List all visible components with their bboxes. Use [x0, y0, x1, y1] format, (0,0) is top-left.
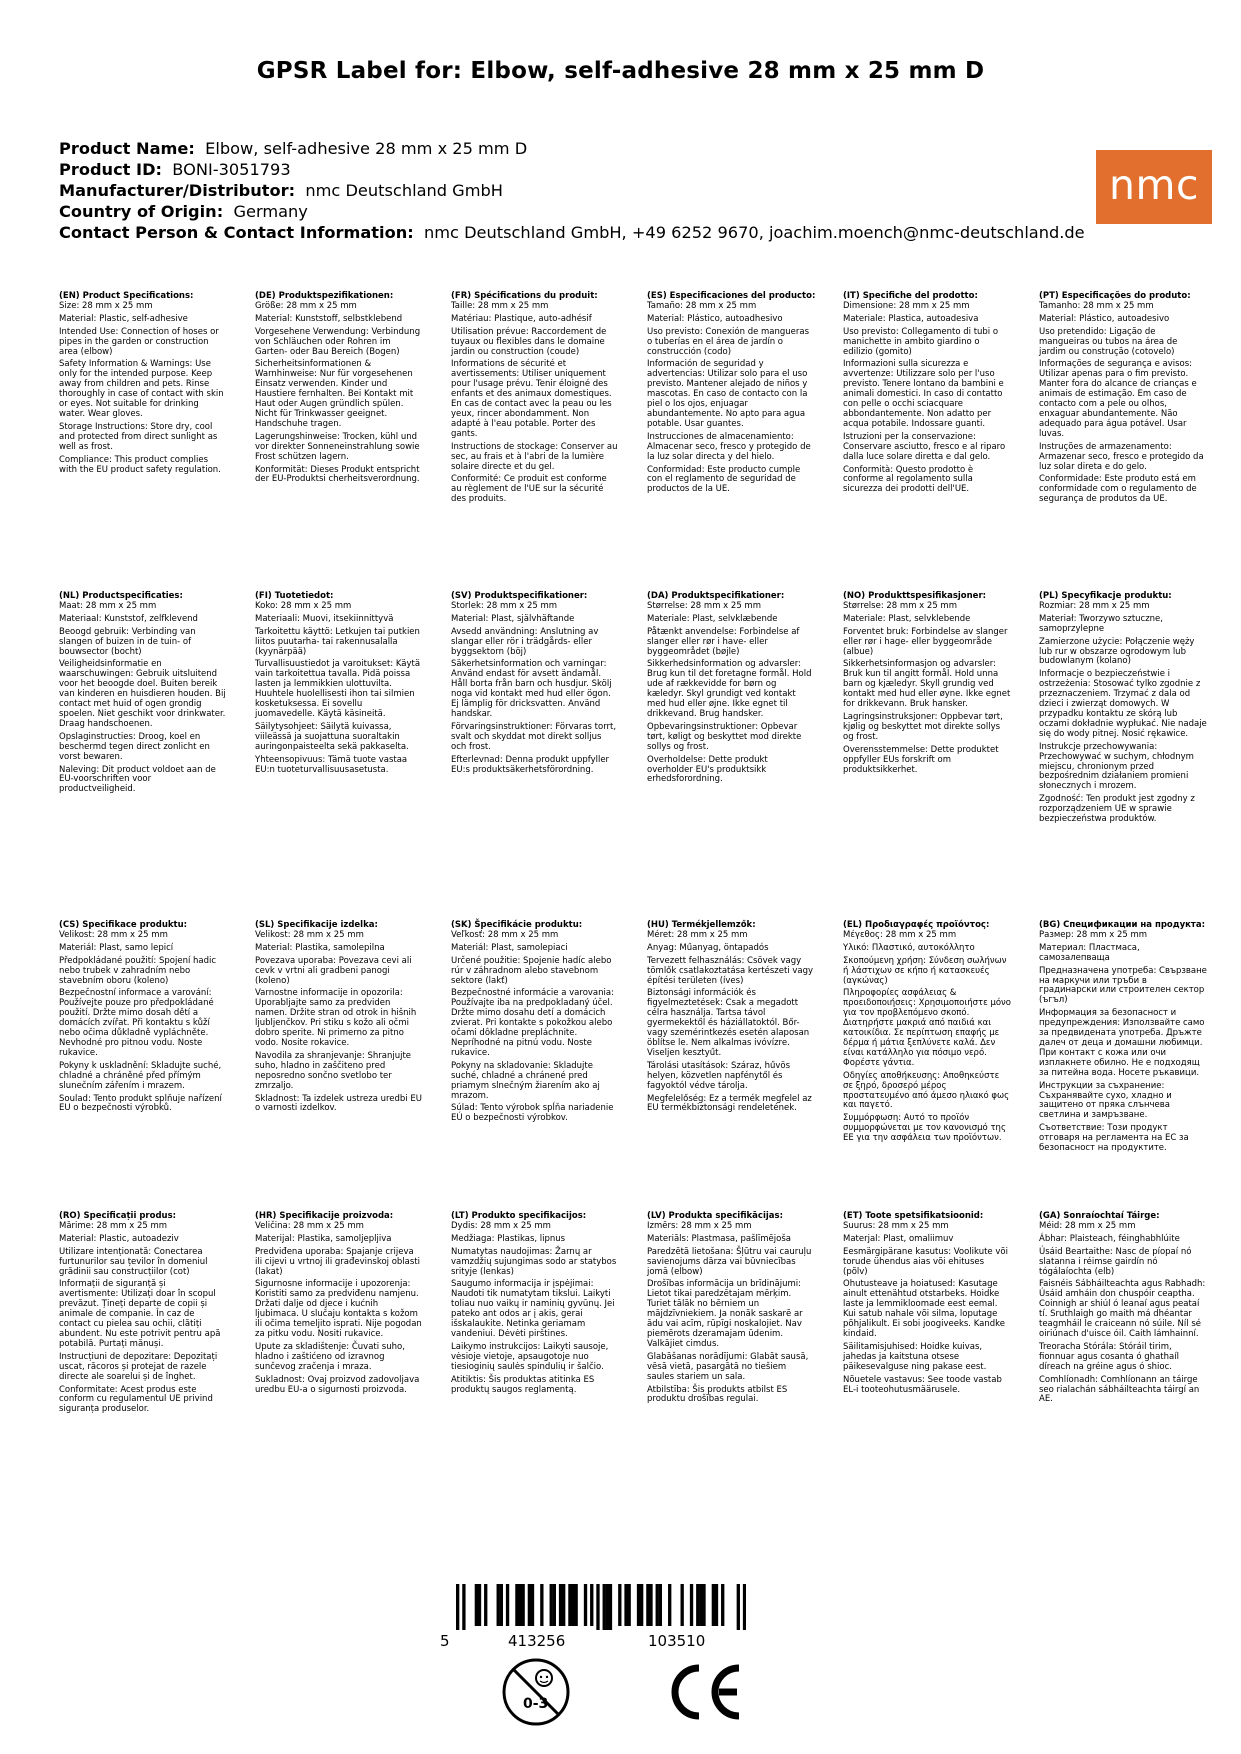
barcode-bar	[497, 1584, 500, 1626]
product-id-label: Product ID:	[59, 160, 162, 179]
spec-section	[59, 921, 227, 1117]
spec-heading: (SL) Specifikacije izdelka:	[255, 920, 378, 930]
manufacturer-label: Manufacturer/Distributor:	[59, 181, 296, 200]
spec-paragraph: Faisnéis Sábháilteachta agus Rabhadh: Úsáid amháin don chuspóir ceaptha. Coinnigh ar shiúl ó leanaí agus peataí tí. Sruthlaigh go maith má dhéantar teagmháil le craiceann nó súile. Níl sé oiriúnach d'uisce óil. Caith lámhainní.	[1039, 1279, 1206, 1339]
age-range-text: 0-3	[523, 1696, 549, 1712]
spec-paragraph: Uso previsto: Conexión de mangueras o tuberías en el área de jardín o construcción (codo)	[647, 326, 810, 357]
barcode-bar	[456, 1584, 459, 1630]
barcode-bar	[609, 1584, 612, 1630]
spec-paragraph: Conformità: Questo prodotto è conforme al regolamento sulla sicurezza dei prodotti dell'UE.	[843, 464, 974, 495]
spec-paragraph: Material: Plástico, autoadhesivo	[647, 313, 783, 324]
spec-heading: (SV) Produktspecifikationer:	[451, 591, 588, 601]
spec-paragraph: Pokyny k uskladnění: Skladujte suché, chladné a chráněné před přímým slunečním zářením i mrazem.	[59, 1060, 222, 1091]
barcode-bar	[462, 1584, 465, 1630]
spec-paragraph: Koko: 28 mm x 25 mm	[255, 600, 352, 611]
barcode-bar	[640, 1584, 643, 1626]
barcode-bar	[571, 1584, 574, 1626]
contact-row	[59, 222, 1119, 243]
spec-paragraph: Sigurnosne informacije i upozorenja: Koristiti samo za predviđenu namjenu. Držati dalje od djece i kućnih ljubimaca. U slučaju kontakta s kožom ili očima temeljito isprati. Nije pogodan za pitku vodu. Nositi rukavice.	[255, 1279, 422, 1339]
spec-paragraph: Συμμόρφωση: Αυτό το προϊόν συμμορφώνεται με τον κανονισμό της ΕΕ για την ασφάλεια των προϊόντων.	[843, 1113, 1006, 1144]
spec-heading: (CS) Specifikace produktu:	[59, 920, 188, 930]
barcode-bar	[590, 1584, 593, 1626]
spec-paragraph: Atitiktis: Šis produktas atitinka ES produktų saugos reglamentą.	[451, 1374, 595, 1395]
barcode-bar	[559, 1584, 562, 1626]
spec-paragraph: Materiál: Plast, samo lepicí	[59, 942, 174, 953]
spec-paragraph: Soulad: Tento produkt splňuje nařízení EU o bezpečnosti výrobků.	[59, 1093, 222, 1114]
spec-paragraph: Lagringsinstruksjoner: Oppbevar tørt, kjølig og beskyttet mot direkte sollys og frost.	[843, 711, 1003, 742]
spec-paragraph: Material: Plastic, self-adhesive	[59, 313, 188, 324]
barcode-bar	[696, 1584, 699, 1626]
spec-paragraph: Turvallisuustiedot ja varoitukset: Käytä vain tarkoitettua tavalla. Pidä poissa lasten ja lemmikkien ulottuvilta. Huuhtele huolellisesti ihon tai silmien kosketuksessa. Ei sovellu juomavedelle. Käytä käsineitä.	[255, 659, 421, 719]
product-id-row	[59, 159, 1119, 180]
spec-paragraph: Información de seguridad y advertencias: Utilizar solo para el uso previsto. Mantener alejado de niños y mascotas. En caso de contacto con la piel o los ojos, enjuagar abundantemente. No apto para agua potable. Usar guantes.	[647, 359, 808, 429]
spec-paragraph: Povezava uporaba: Povezava cevi ali cevk v vrtni ali gradbeni panogi (koleno)	[255, 955, 412, 986]
spec-heading: (DA) Produktspecifikationer:	[647, 591, 785, 601]
spec-section	[451, 921, 619, 1127]
barcode-group-2: 103510	[648, 1632, 706, 1650]
spec-paragraph: Material: Plastika, samolepilna	[255, 942, 385, 953]
spec-paragraph: Πληροφορίες ασφάλειας & προειδοποιήσεις: Χρησιμοποιήστε μόνο για τον προβλεπόμενο σκοπό. Διατηρήστε μακριά από παιδιά και κατοικίδια. Σε περίπτωση επαφής με δέρμα ή μάτια ξεπλύνετε καλά. Δεν είναι κατάλληλο για πόσιμο νερό. Φορέστε γάντια.	[843, 988, 1011, 1068]
spec-paragraph: Tárolási utasítások: Száraz, hűvös helyen, közvetlen napfénytől és fagyoktól védve tárolja.	[647, 1060, 791, 1091]
spec-paragraph: Uso pretendido: Ligação de mangueiras ou tubos na área de jardim ou construção (cotovelo)	[1039, 326, 1178, 357]
spec-paragraph: Zamierzone użycie: Połączenie węży lub rur w obszarze ogrodowym lub budowlanym (kolano)	[1039, 636, 1195, 667]
barcode-bar	[518, 1584, 521, 1626]
spec-heading: (IT) Specifiche del prodotto:	[843, 291, 978, 301]
spec-paragraph: Υλικό: Πλαστικό, αυτοκόλλητο	[843, 942, 975, 953]
barcode-bar	[637, 1584, 640, 1626]
manufacturer-value: nmc Deutschland GmbH	[305, 181, 503, 200]
spec-paragraph: Påtænkt anvendelse: Forbindelse af slanger eller rør i have- eller byggeområdet (bøjle)	[647, 626, 800, 657]
spec-paragraph: Sukladnost: Ovaj proizvod zadovoljava uredbu EU-a o sigurnosti proizvoda.	[255, 1374, 420, 1395]
spec-paragraph: Méid: 28 mm x 25 mm	[1039, 1220, 1136, 1231]
ce-mark-icon	[663, 1662, 745, 1726]
spec-paragraph: Materiaal: Kunststof, zelfklevend	[59, 613, 198, 624]
spec-paragraph: Instrukcje przechowywania: Przechowywać w suchym, chłodnym miejscu, chronionym przed bezpośrednim działaniem promieni słonecznych i mrozem.	[1039, 741, 1194, 792]
spec-paragraph: Lagerungshinweise: Trocken, kühl und vor direkter Sonneneinstrahlung sowie Frost schützen lagern.	[255, 431, 420, 462]
spec-section	[1039, 1212, 1207, 1408]
barcode-bar	[699, 1584, 702, 1626]
spec-heading: (DE) Produktspezifikationen:	[255, 291, 394, 301]
barcode-group-1: 413256	[508, 1632, 566, 1650]
spec-paragraph: Maat: 28 mm x 25 mm	[59, 600, 157, 611]
barcode-bar	[528, 1584, 531, 1626]
spec-paragraph: Numatytas naudojimas: Žarnų ar vamzdžių sujungimas sodo ar statybos srityje (lenkas)	[451, 1246, 617, 1277]
spec-paragraph: Beoogd gebruik: Verbinding van slangen of buizen in de tuin- of bouwsector (bocht)	[59, 626, 196, 657]
spec-paragraph: Instructions de stockage: Conserver au sec, au frais et à l'abri de la lumière solaire directe et du gel.	[451, 441, 618, 472]
spec-section	[647, 921, 815, 1117]
spec-section	[1039, 921, 1207, 1157]
spec-paragraph: Anyag: Műanyag, öntapadós	[647, 942, 769, 953]
spec-paragraph: Bezpečnostné informácie a varovania: Používajte iba na predpokladaný účel. Držte mimo dosahu detí a domácich zvierat. Pri kontakte s pokožkou alebo očami dôkladne prepláchnite. Nepríhodné na pitnú vodu. Noste rukavice.	[451, 988, 614, 1058]
spec-section	[647, 292, 815, 498]
barcode-bar	[690, 1584, 693, 1626]
spec-paragraph: Dimensione: 28 mm x 25 mm	[843, 300, 970, 311]
spec-paragraph: Tervezett felhasználás: Csövek vagy tömlők csatlakoztatása kertészeti vagy építési területen (íves)	[647, 955, 814, 986]
spec-heading: (PL) Specyfikacje produktu:	[1039, 591, 1172, 601]
barcode-bar	[743, 1584, 746, 1630]
barcode-bar	[702, 1584, 705, 1626]
spec-paragraph: Conformidad: Este producto cumple con el reglamento de seguridad de productos de la UE.	[647, 464, 801, 495]
spec-section	[59, 1212, 227, 1418]
spec-section	[843, 592, 1011, 778]
spec-paragraph: Предназначена употреба: Свързване на маркучи или тръби в градинарски или строителен сектор (ъгъл)	[1039, 965, 1207, 1006]
spec-paragraph: Instrucțiuni de depozitare: Depozitați uscat, răcoros și protejat de razele directe ale soarelui și de înghet.	[59, 1351, 218, 1382]
spec-section	[647, 1212, 815, 1408]
barcode-bar	[721, 1584, 724, 1626]
spec-paragraph: Mărime: 28 mm x 25 mm	[59, 1220, 168, 1231]
spec-paragraph: Určené použitie: Spojenie hadíc alebo rúr v záhradnom alebo stavebnom sektore (lakť)	[451, 955, 612, 986]
spec-paragraph: Материал: Пластмаса, самозалепваща	[1039, 942, 1140, 963]
barcode-bar	[596, 1584, 599, 1630]
barcode-bar	[506, 1584, 509, 1626]
spec-section	[59, 292, 227, 478]
not-for-children-0-3-icon	[500, 1656, 572, 1732]
spec-paragraph: Predviđena uporaba: Spajanje crijeva ili cijevi u vrtnoj ili građevinskoj oblasti (lakat)	[255, 1246, 420, 1277]
barcode-bar	[606, 1584, 609, 1630]
spec-paragraph: Compliance: This product complies with the EU product safety regulation.	[59, 454, 221, 475]
spec-heading: (ET) Toote spetsifikatsioonid:	[843, 1211, 984, 1221]
manufacturer-row	[59, 180, 1119, 201]
spec-paragraph: Conformité: Ce produit est conforme au règlement de l'UE sur la sécurité des produits.	[451, 474, 607, 505]
spec-heading: (SK) Špecifikácie produktu:	[451, 920, 583, 930]
spec-paragraph: Tamanho: 28 mm x 25 mm	[1039, 300, 1154, 311]
spec-paragraph: Size: 28 mm x 25 mm	[59, 300, 153, 311]
spec-paragraph: Materiaali: Muovi, itsekiinnittyvä	[255, 613, 394, 624]
spec-paragraph: Οδηγίες αποθήκευσης: Αποθηκεύστε σε ξηρό, δροσερό μέρος προστατευμένο από άμεσο ηλιακό φως και παγετό.	[843, 1070, 1010, 1111]
spec-paragraph: Materiał: Tworzywo sztuczne, samoprzylepne	[1039, 613, 1163, 634]
barcode-bar	[618, 1584, 621, 1626]
spec-heading: (PT) Especificações do produto:	[1039, 291, 1191, 301]
spec-paragraph: Veľkosť: 28 mm x 25 mm	[451, 929, 559, 940]
spec-section	[1039, 592, 1207, 828]
barcode-bar	[712, 1584, 715, 1626]
barcode-bar	[737, 1584, 740, 1630]
spec-heading: (FR) Spécifications du produit:	[451, 291, 598, 301]
barcode-bar	[659, 1584, 662, 1626]
spec-section	[451, 1212, 619, 1398]
spec-paragraph: Izmērs: 28 mm x 25 mm	[647, 1220, 752, 1231]
spec-paragraph: Avsedd användning: Anslutning av slangar eller rör i trädgårds- eller byggsektorn (böj)	[451, 626, 599, 657]
barcode-bar	[553, 1584, 556, 1626]
spec-heading: (ES) Especificaciones del producto:	[647, 291, 816, 301]
barcode-bar	[603, 1584, 606, 1630]
spec-paragraph: Navodila za shranjevanje: Shranjujte suho, hladno in zaščiteno pred neposredno sončno svetlobo ter zmrzaljo.	[255, 1050, 412, 1091]
spec-paragraph: Съответствие: Този продукт отговаря на регламента на ЕС за безопасност на продуктите.	[1039, 1123, 1189, 1154]
spec-paragraph: Conformidade: Este produto está em conformidade com o regulamento de segurança de produtos da UE.	[1039, 474, 1197, 505]
spec-heading: (BG) Спецификации на продукта:	[1039, 920, 1205, 930]
spec-paragraph: Yhteensopivuus: Tämä tuote vastaa EU:n tuoteturvallisuusasetusta.	[255, 754, 408, 775]
product-id-value: BONI-3051793	[172, 160, 291, 179]
barcode-bar	[646, 1584, 649, 1626]
spec-paragraph: Размер: 28 mm x 25 mm	[1039, 929, 1148, 940]
spec-paragraph: Material: Plástico, autoadesivo	[1039, 313, 1170, 324]
spec-heading: (EL) Προδιαγραφές προϊόντος:	[843, 920, 990, 930]
spec-paragraph: Material: Kunststoff, selbstklebend	[255, 313, 403, 324]
spec-paragraph: Efterlevnad: Denna produkt uppfyller EU:s produktsäkerhetsförordning.	[451, 754, 610, 775]
barcode-bar	[484, 1584, 487, 1626]
origin-label: Country of Origin:	[59, 202, 224, 221]
spec-paragraph: Skladnost: Ta izdelek ustreza uredbi EU o varnosti izdelkov.	[255, 1093, 422, 1114]
spec-paragraph: Utilisation prévue: Raccordement de tuyaux ou flexibles dans le domaine jardin ou construction (coude)	[451, 326, 607, 357]
spec-paragraph: Overholdelse: Dette produkt overholder EU's produktsikk erhedsforordning.	[647, 754, 768, 785]
barcode-bar	[715, 1584, 718, 1626]
spec-paragraph: Säilitamisjuhised: Hoidke kuivas, jahedas ja kaitstuna otsese päikesevalguse ning pakase eest.	[843, 1341, 987, 1372]
spec-paragraph: Suurus: 28 mm x 25 mm	[843, 1220, 949, 1231]
spec-paragraph: Veiligheidsinformatie en waarschuwingen: Gebruik uitsluitend voor het beoogde doel. Buiten bereik van kinderen en huisdieren houden. Bij contact met huid of ogen grondig spoelen. Niet geschikt voor drinkwater. Draag handschoenen.	[59, 659, 226, 729]
spec-paragraph: Materjal: Plast, omaliimuv	[843, 1233, 954, 1244]
spec-paragraph: Varnostne informacije in opozorila: Uporabljajte samo za predviden namen. Držite stran od otrok in hišnih ljubljenčkov. Pri stiku s kožo ali očmi dobro sperite. Ni primerno za pitno vodo. Nosite rokavice.	[255, 988, 417, 1048]
spec-section	[255, 592, 423, 778]
spec-paragraph: Säilytysohjeet: Säilytä kuivassa, viileässä ja suojattuna suoraltakin auringonpaisteelta sekä pakkaselta.	[255, 721, 409, 752]
spec-paragraph: Eesmärgipärane kasutus: Voolikute või torude ühendus aias või ehituses (põlv)	[843, 1246, 1008, 1277]
spec-section	[451, 592, 619, 778]
barcode-bar	[628, 1584, 631, 1626]
page-title: GPSR Label for: Elbow, self-adhesive 28 mm x 25 mm D	[256, 58, 985, 84]
barcode-bar	[521, 1584, 524, 1626]
barcode-bar	[574, 1584, 577, 1626]
spec-paragraph: Opbevaringsinstruktioner: Opbevar tørt, køligt og beskyttet mod direkte sollys og frost.	[647, 721, 802, 752]
spec-heading: (EN) Product Specifications:	[59, 291, 194, 301]
spec-paragraph: Úsáid Beartaithe: Nasc de píopaí nó slatanna i réimse gairdín nó tógálaíochta (elb)	[1039, 1246, 1192, 1277]
spec-paragraph: Ohutusteave ja hoiatused: Kasutage ainult ettenähtud otstarbeks. Hoidke laste ja lemmikloomade eest eemal. Kui satub nahale või silma, loputage põhjalikult. Ei sobi joogiveeks. Kandke kindaid.	[843, 1279, 1005, 1339]
barcode-bar	[668, 1584, 671, 1626]
contact-label: Contact Person & Contact Information:	[59, 223, 414, 242]
spec-section	[843, 292, 1011, 498]
barcode-bar	[568, 1584, 571, 1626]
spec-paragraph: Utilizare intenționată: Conectarea furtunurilor sau țevilor în domeniul grădinii sau construcțiilor (cot)	[59, 1246, 208, 1277]
spec-section	[451, 292, 619, 508]
spec-paragraph: Vorgesehene Verwendung: Verbindung von Schläuchen oder Rohren im Garten- oder Bau Bereich (Bogen)	[255, 326, 421, 357]
spec-paragraph: Biztonsági információk és figyelmeztetések: Csak a megadott célra használja. Tartsa távol gyermekektől és háziállatoktól. Bőr- vagy szemérintkezés esetén alaposan öblítse le. Nem alkalmas ivóvízre. Viseljen kesztyűt.	[647, 988, 810, 1058]
spec-paragraph: Rozmiar: 28 mm x 25 mm	[1039, 600, 1150, 611]
barcode-bar	[624, 1584, 627, 1626]
spec-paragraph: Taille: 28 mm x 25 mm	[451, 300, 549, 311]
spec-section	[1039, 292, 1207, 508]
spec-paragraph: Intended Use: Connection of hoses or pipes in the garden or construction area (elbow)	[59, 326, 219, 357]
spec-paragraph: Méret: 28 mm x 25 mm	[647, 929, 748, 940]
spec-paragraph: Informazioni sulla sicurezza e avvertenze: Utilizzare solo per l'uso previsto. Tenere lontano da bambini e animali domestici. In caso di contatto con pelle o occhi sciacquare abbondantemente. Non adatto per acqua potabile. Indossare guanti.	[843, 359, 1004, 429]
spec-paragraph: Ábhar: Plaisteach, féinghabhlúite	[1039, 1233, 1180, 1244]
spec-paragraph: Informações de segurança e avisos: Utilizar apenas para o fim previsto. Manter fora do alcance de crianças e animais de estimação. Em caso de contacto com a pele ou olhos, enxaguar abundantemente. Não adequado para água potável. Usar luvas.	[1039, 359, 1197, 439]
spec-paragraph: Storlek: 28 mm x 25 mm	[451, 600, 558, 611]
spec-paragraph: Předpokládané použití: Spojení hadic nebo trubek v zahradním nebo stavebním oboru (koleno)	[59, 955, 217, 986]
product-name-row	[59, 138, 1119, 159]
barcode-lead-digit: 5	[440, 1632, 450, 1650]
spec-paragraph: Größe: 28 mm x 25 mm	[255, 300, 357, 311]
spec-paragraph: Förvaringsinstruktioner: Förvaras torrt, svalt och skyddat mot direkt solljus och frost.	[451, 721, 617, 752]
spec-paragraph: Tamaño: 28 mm x 25 mm	[647, 300, 757, 311]
spec-paragraph: Storage Instructions: Store dry, cool and protected from direct sunlight as well as frost.	[59, 421, 218, 452]
spec-paragraph: Σκοπούμενη χρήση: Σύνδεση σωλήνων ή λάστιχων σε κήπο ή κατασκευές (αγκώνας)	[843, 955, 1007, 986]
spec-paragraph: Instrucciones de almacenamiento: Almacenar seco, fresco y protegido de la luz solar directa y del hielo.	[647, 431, 811, 462]
barcode-bar	[475, 1584, 478, 1626]
spec-paragraph: Bezpečnostní informace a varování: Používejte pouze pro předpokládané použití. Držte mimo dosah dětí a domácích zvířat. Při kontaktu s kůží nebo očima důkladně vypláchněte. Nevhodné pro pitnou vodu. Noste rukavice.	[59, 988, 214, 1058]
spec-paragraph: Upute za skladištenje: Čuvati suho, hladno i zaštićeno od izravnog sunčevog zračenja i mraza.	[255, 1341, 405, 1372]
product-name-label: Product Name:	[59, 139, 195, 158]
spec-heading: (LV) Produkta specifikācijas:	[647, 1211, 783, 1221]
spec-paragraph: Velikost: 28 mm x 25 mm	[59, 929, 168, 940]
spec-paragraph: Информация за безопасност и предупреждения: Използвайте само за предвидената употреба. Дръжте далеч от деца и домашни любимци. При контакт с кожа или очи изплакнете обилно. Не е подходящ за питейна вода. Носете ръкавици.	[1039, 1008, 1205, 1078]
spec-paragraph: Istruzioni per la conservazione: Conservare asciutto, fresco e al riparo dalla luce solare diretta e dal gelo.	[843, 431, 1006, 462]
spec-paragraph: Súlad: Tento výrobok spĺňa nariadenie EÚ o bezpečnosti výrobkov.	[451, 1103, 614, 1124]
spec-paragraph: Paredzētā lietošana: Šļūtru vai cauruļu savienojums dārza vai būvniecības jomā (elbow)	[647, 1246, 812, 1277]
spec-paragraph: Zgodność: Ten produkt jest zgodny z rozporządzeniem UE w sprawie bezpieczeństwa produktów.	[1039, 794, 1195, 825]
spec-paragraph: Materiale: Plast, selvklæbende	[647, 613, 778, 624]
spec-paragraph: Matériau: Plastique, auto-adhésif	[451, 313, 592, 324]
spec-paragraph: Glabāšanas norādījumi: Glabāt sausā, vēsā vietā, pasargātā no tiešiem saules stariem un sala.	[647, 1351, 809, 1382]
barcode-bar	[562, 1584, 565, 1626]
barcode-bar	[584, 1584, 587, 1626]
spec-paragraph: Drošības informācija un brīdinājumi: Lietot tikai paredzētajam mērķim. Turiet tālāk no bērniem un mājdzīvniekiem. Ja nonāk saskarē ar ādu vai acīm, rūpīgi noskalojiet. Nav piemērots dzeramajam ūdenim. Valkājiet cimdus.	[647, 1279, 803, 1349]
spec-paragraph: Materiál: Plast, samolepiaci	[451, 942, 568, 953]
spec-paragraph: Nõuetele vastavus: See toode vastab EL-i tooteohutusmäärusele.	[843, 1374, 1002, 1395]
spec-paragraph: Naleving: Dit product voldoet aan de EU-voorschriften voor productveiligheid.	[59, 764, 216, 795]
spec-paragraph: Størrelse: 28 mm x 25 mm	[647, 600, 761, 611]
spec-paragraph: Material: Plast, självhäftande	[451, 613, 575, 624]
spec-heading: (HR) Specifikacije proizvoda:	[255, 1211, 394, 1221]
spec-paragraph: Sikkerhetsinformasjon og advarsler: Bruk kun til angitt formål. Hold unna barn og kjæledyr. Skyll grundig ved kontakt med hud eller øyne. Ikke egnet for drikkevann. Bruk hansker.	[843, 659, 1011, 710]
spec-paragraph: Treoracha Stórála: Stóráil tirim, fionnuar agus cosanta ó ghathaíl díreach na gréine agus ó shioc.	[1039, 1341, 1179, 1372]
spec-paragraph: Materijal: Plastika, samoljepljiva	[255, 1233, 392, 1244]
spec-paragraph: Forventet bruk: Forbindelse av slanger eller rør i hage- eller byggeområde (albue)	[843, 626, 1008, 657]
spec-paragraph: Uso previsto: Collegamento di tubi o manichette in ambito giardino o edilizio (gomito)	[843, 326, 999, 357]
spec-heading: (GA) Sonraíochtaí Táirge:	[1039, 1211, 1160, 1221]
spec-paragraph: Material: Plastic, autoadeziv	[59, 1233, 179, 1244]
spec-section	[647, 592, 815, 788]
product-name-value: Elbow, self-adhesive 28 mm x 25 mm D	[205, 139, 528, 158]
spec-section	[59, 592, 227, 798]
spec-paragraph: Инструкции за съхранение: Съхранявайте сухо, хладно и защитено от пряка слънчева светлина и замръзване.	[1039, 1080, 1172, 1121]
spec-paragraph: Informații de siguranță și avertismente: Utilizați doar în scopul prevăzut. Țineți departe de copii și animale de companie. În caz de contact cu pielea sau ochii, clătiți abundent. Nu este potrivit pentru apă potabilă. Purtați mănuși.	[59, 1279, 221, 1349]
spec-paragraph: Veličina: 28 mm x 25 mm	[255, 1220, 364, 1231]
spec-paragraph: Overensstemmelse: Dette produktet oppfyller EUs forskrift om produktsikkerhet.	[843, 744, 999, 775]
spec-paragraph: Materiale: Plastica, autoadesiva	[843, 313, 979, 324]
spec-heading: (HU) Termékjellemzők:	[647, 920, 756, 930]
spec-section	[255, 292, 423, 488]
spec-paragraph: Atbilstība: Šis produkts atbilst ES produktu drošības regulai.	[647, 1384, 788, 1405]
spec-paragraph: Størrelse: 28 mm x 25 mm	[843, 600, 957, 611]
spec-paragraph: Opslaginstructies: Droog, koel en beschermd tegen direct zonlicht en vorst bewaren.	[59, 731, 210, 762]
spec-paragraph: Megfelelőség: Ez a termék megfelel az EU termékbiztonsági rendeletének.	[647, 1093, 812, 1114]
spec-paragraph: Conformitate: Acest produs este conform cu regulamentul UE privind siguranța produselor.	[59, 1384, 213, 1415]
contact-value: nmc Deutschland GmbH, +49 6252 9670, joachim.moench@nmc-deutschland.de	[424, 223, 1085, 242]
spec-heading: (NO) Produkttspesifikasjoner:	[843, 591, 987, 601]
barcode-bar	[540, 1584, 543, 1626]
spec-paragraph: Safety Information & Warnings: Use only for the intended purpose. Keep away from children and pets. Rinse thoroughly in case of contact with skin or eyes. Not suitable for drinking water. Wear gloves.	[59, 359, 224, 419]
spec-paragraph: Materiāls: Plastmasa, pašlīmējoša	[647, 1233, 791, 1244]
spec-paragraph: Velikost: 28 mm x 25 mm	[255, 929, 364, 940]
spec-paragraph: Sicherheitsinformationen & Warnhinweise: Nur für vorgesehenen Einsatz verwenden. Kinder und Haustiere fernhalten. Bei Kontakt mit Haut oder Augen gründlich spülen. Nicht für Trinkwasser geeignet. Handschuhe tragen.	[255, 359, 414, 429]
spec-heading: (NL) Productspecificaties:	[59, 591, 183, 601]
spec-paragraph: Laikymo instrukcijos: Laikyti sausoje, vėsioje vietoje, apsaugotoje nuo tiesioginių saulės spindulių ir šalčio.	[451, 1341, 609, 1372]
spec-heading: (LT) Produkto specifikacijos:	[451, 1211, 587, 1221]
spec-paragraph: Informacje o bezpieczeństwie i ostrzeżenia: Stosować tylko zgodnie z przeznaczeniem. Trzymać z dala od dzieci i zwierząt domowych. W przypadku kontaktu ze skórą lub oczami dokładnie wypłukać. Nie nadaje się do wody pitnej. Nosić rękawice.	[1039, 669, 1207, 739]
origin-value: Germany	[233, 202, 308, 221]
spec-paragraph: Μέγεθος: 28 mm x 25 mm	[843, 929, 957, 940]
spec-section	[843, 921, 1011, 1147]
barcode-bar	[478, 1584, 481, 1626]
origin-row	[59, 201, 1119, 222]
spec-paragraph: Comhlíonadh: Comhlíonann an táirge seo rialachán sábháilteachta táirgí an AE.	[1039, 1374, 1200, 1405]
spec-paragraph: Konformität: Dieses Produkt entspricht der EU-Produktsi cherheitsverordnung.	[255, 464, 420, 485]
barcode-bar	[500, 1584, 503, 1626]
spec-paragraph: Pokyny na skladovanie: Skladujte suché, chladné a chránené pred priamym slnečným žiarením ako aj mrazom.	[451, 1060, 600, 1101]
spec-paragraph: Tarkoitettu käyttö: Letkujen tai putkien liitos puutarha- tai rakennusalalla (kyynärpää)	[255, 626, 420, 657]
spec-paragraph: Instruções de armazenamento: Armazenar seco, fresco e protegido da luz solar direta e do gelo.	[1039, 441, 1204, 472]
barcode-bar	[649, 1584, 652, 1626]
barcode-bar	[656, 1584, 659, 1626]
barcode-bar	[531, 1584, 534, 1626]
nmc-logo: nmc	[1096, 150, 1212, 224]
barcode	[456, 1584, 746, 1630]
barcode-bar	[515, 1584, 518, 1626]
spec-paragraph: Materiale: Plast, selvklebende	[843, 613, 971, 624]
spec-heading: (RO) Specificații produs:	[59, 1211, 177, 1221]
spec-paragraph: Sikkerhedsinformation og advarsler: Brug kun til det foretagne formål. Hold ude af rækkevidde for børn og kæledyr. Skyl grundigt ved kontakt med hud eller øjne. Ikke egnet til drikkevand. Brug handsker.	[647, 659, 812, 719]
spec-section	[255, 1212, 423, 1398]
product-info	[59, 138, 1119, 243]
spec-paragraph: Säkerhetsinformation och varningar: Använd endast för avsett ändamål. Håll borta från barn och husdjur. Skölj noga vid kontakt med hud eller ögon. Ej lämplig för dricksvatten. Använd handskar.	[451, 659, 612, 719]
spec-section	[843, 1212, 1011, 1398]
spec-paragraph: Informations de sécurité et avertissements: Utiliser uniquement pour l'usage prévu. Tenir éloigné des enfants et des animaux domestiques. En cas de contact avec la peau ou les yeux, rincer abondamment. Non adapté à l'eau potable. Porter des gants.	[451, 359, 612, 439]
spec-heading: (FI) Tuotetiedot:	[255, 591, 334, 601]
barcode-bar	[550, 1584, 553, 1626]
barcode-bar	[681, 1584, 684, 1626]
spec-section	[255, 921, 423, 1117]
spec-paragraph: Saugumo informacija ir įspėjimai: Naudoti tik numatytam tikslui. Laikyti toliau nuo vaikų ir naminių gyvūnų. Jei pateko ant odos ar į akis, gerai išskalaukite. Netinka geriamam vandeniui. Dėvėti pirštines.	[451, 1279, 615, 1339]
spec-paragraph: Medžiaga: Plastikas, lipnus	[451, 1233, 566, 1244]
spec-paragraph: Dydis: 28 mm x 25 mm	[451, 1220, 551, 1231]
